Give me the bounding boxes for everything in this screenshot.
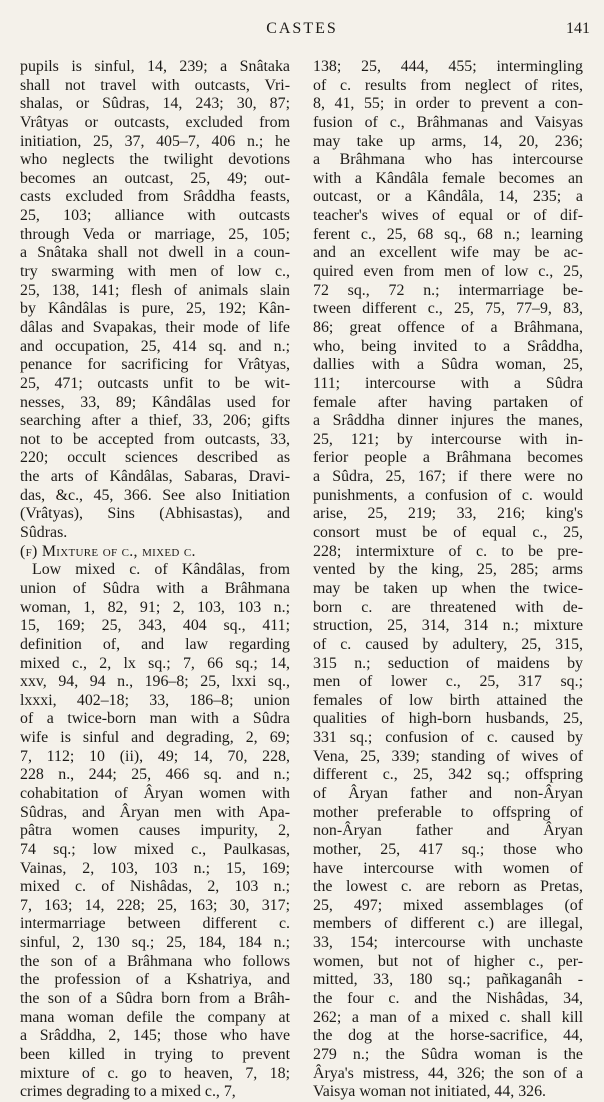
index-line: 279 n.; the Sûdra woman is the (313, 1045, 583, 1063)
index-line: shall not travel with outcasts, Vri- (20, 76, 290, 94)
index-line: 331 sq.; confusion of c. caused by (313, 729, 583, 747)
index-line: a Brâhmana who has intercourse (313, 151, 583, 169)
index-line: a Srâddha dinner injures the manes, (313, 412, 583, 430)
index-line: xxv, 94, 94 n., 196–8; 25, lxxi sq., (20, 673, 290, 691)
index-line: punishments, a confusion of c. would (313, 486, 583, 504)
index-line: outcast, or a Kândâla, 14, 235; a (313, 188, 583, 206)
index-line: 25, 103; alliance with outcasts (20, 207, 290, 225)
index-line: the profession of a Kshatriya, and (20, 971, 290, 989)
index-line: and occupation, 25, 414 sq. and n.; (20, 337, 290, 355)
index-line: shalas, or Sûdras, 14, 243; 30, 87; (20, 95, 290, 113)
index-line: the four c. and the Nishâdas, 34, (313, 990, 583, 1008)
index-line: Sûdras, and Âryan men with Apa- (20, 803, 290, 821)
index-line: 228 n., 244; 25, 466 sq. and n.; (20, 766, 290, 784)
index-line: a Sûdra, 25, 167; if there were no (313, 468, 583, 486)
section-heading: (f) Mixture of c., mixed c. (20, 542, 196, 560)
index-line: 25, 121; by intercourse with in- (313, 430, 583, 448)
index-line: intermarriage between different c. (20, 915, 290, 933)
index-line: 25, 497; mixed assemblages (of (313, 896, 583, 914)
index-line: wife is sinful and degrading, 2, 69; (20, 729, 290, 747)
index-line: vented by the king, 25, 285; arms (313, 561, 583, 579)
index-line: das, &c., 45, 366. See also Initiation (20, 486, 290, 504)
index-line: dallies with a Sûdra woman, 25, (313, 356, 583, 374)
index-line: 262; a man of a mixed c. shall kill (313, 1008, 583, 1026)
page-number: 141 (566, 20, 590, 37)
index-line: casts excluded from Srâddha feasts, (20, 188, 290, 206)
index-line: 220; occult sciences described as (20, 449, 290, 467)
index-line: the arts of Kândâlas, Sabaras, Dravi- (20, 468, 290, 486)
index-line: 315 n.; seduction of maidens by (313, 654, 583, 672)
index-line: quired even from men of low c., 25, (313, 263, 583, 281)
index-line: union of Sûdra with a Brâhmana (20, 579, 290, 597)
index-line: been killed in trying to prevent (20, 1045, 290, 1063)
index-line: 7, 163; 14, 228; 25, 163; 30, 317; (20, 896, 290, 914)
index-line: mixed c. of Nishâdas, 2, 103 n.; (20, 878, 290, 896)
index-line: crimes degrading to a mixed c., 7, (20, 1083, 236, 1101)
index-line: men of lower c., 25, 317 sq.; (313, 673, 583, 691)
index-line: of Âryan father and non-Âryan (313, 784, 583, 802)
index-line: nesses, 33, 89; Kândâlas used for (20, 393, 290, 411)
index-line: 86; great offence of a Brâhmana, (313, 318, 583, 336)
index-line: Vainas, 2, 103, 103 n.; 15, 169; (20, 859, 290, 877)
index-line: the lowest c. are reborn as Pretas, (313, 878, 583, 896)
index-line: qualities of high-born husbands, 25, (313, 710, 583, 728)
index-line: female after having partaken of (313, 393, 583, 411)
index-line: consort must be of equal c., 25, (313, 524, 583, 542)
index-line: struction, 25, 314, 314 n.; mixture (313, 617, 583, 635)
index-line: not to be accepted from outcasts, 33, (20, 430, 290, 448)
index-line: a Srâddha, 2, 145; those who have (20, 1027, 290, 1045)
index-line: may be taken up when the twice- (313, 579, 583, 597)
index-line: who, being invited to a Srâddha, (313, 337, 583, 355)
index-line: teacher's wives of equal or of dif- (313, 207, 583, 225)
index-line: members of different c.) are illegal, (313, 915, 583, 933)
index-line: becomes an outcast, 25, 49; out- (20, 169, 290, 187)
index-line: and an excellent wife may be ac- (313, 244, 583, 262)
index-line: lxxxi, 402–18; 33, 186–8; union (20, 691, 290, 709)
index-line: mother preferable to offspring of (313, 803, 583, 821)
index-line: who neglects the twilight devotions (20, 151, 290, 169)
index-line: 138; 25, 444, 455; intermingling (313, 58, 583, 75)
index-line: ferior people a Brâhmana becomes (313, 449, 583, 467)
index-line: initiation, 25, 37, 405–7, 406 n.; he (20, 132, 290, 150)
running-head (0, 20, 604, 44)
index-line: with a Kândâla female becomes an (313, 169, 583, 187)
index-line: 8, 41, 55; in order to prevent a con- (313, 95, 583, 113)
index-line: (Vrâtyas), Sins (Abhisastas), and (20, 505, 290, 523)
index-line: ferent c., 25, 68 sq., 68 n.; learning (313, 225, 583, 243)
index-line: women, but not of higher c., per- (313, 952, 583, 970)
index-line: of a twice-born man with a Sûdra (20, 710, 290, 728)
index-line: Sûdras. (20, 524, 68, 542)
running-title: CASTES (266, 20, 338, 37)
index-line: the dog at the horse-sacrifice, 44, (313, 1027, 583, 1045)
index-line: fusion of c., Brâhmanas and Vaisyas (313, 113, 583, 131)
index-line: mixture of c. go to heaven, 7, 18; (20, 1064, 290, 1082)
index-line: arise, 25, 219; 33, 216; king's (313, 505, 583, 523)
index-line: 7, 112; 10 (ii), 49; 14, 70, 228, (20, 747, 290, 765)
index-line: pupils is sinful, 14, 239; a Snâtaka (20, 58, 290, 75)
index-line: females of low birth attained the (313, 691, 583, 709)
right-column (313, 58, 583, 1101)
index-line: the son of a Brâhmana who follows (20, 952, 290, 970)
index-line: pâtra women causes impurity, 2, (20, 822, 290, 840)
index-line: definition of, and law regarding (20, 635, 290, 653)
index-line: 72 sq., 72 n.; intermarriage be- (313, 281, 583, 299)
index-line: cohabitation of Âryan women with (20, 784, 290, 802)
index-line: 111; intercourse with a Sûdra (313, 374, 583, 392)
index-line: 33, 154; intercourse with unchaste (313, 934, 583, 952)
index-line: mana woman defile the company at (20, 1008, 290, 1026)
index-line: Low mixed c. of Kândâlas, from (32, 561, 290, 579)
index-line: Vrâtyas or outcasts, excluded from (20, 113, 290, 131)
index-line: have intercourse with women of (313, 859, 583, 877)
index-line: mixed c., 2, lx sq.; 7, 66 sq.; 14, (20, 654, 290, 672)
index-line: 74 sq.; low mixed c., Paulkasas, (20, 840, 290, 858)
index-line: Vaisya woman not initiated, 44, 326. (313, 1083, 547, 1101)
index-line: searching after a thief, 33, 206; gifts (20, 412, 290, 430)
index-line: through Veda or marriage, 25, 105; (20, 225, 290, 243)
index-line: of c. caused by adultery, 25, 315, (313, 635, 583, 653)
index-line: dâlas and Svapakas, their mode of life (20, 318, 290, 336)
index-line: woman, 1, 82, 91; 2, 103, 103 n.; (20, 598, 290, 616)
index-line: mitted, 33, 180 sq.; pañkaganâh - (313, 971, 583, 989)
index-line: try swarming with men of low c., (20, 263, 290, 281)
index-line: mother, 25, 417 sq.; those who (313, 840, 583, 858)
index-line: sinful, 2, 130 sq.; 25, 184, 184 n.; (20, 934, 290, 952)
index-line: tween different c., 25, 75, 77–9, 83, (313, 300, 583, 318)
index-line: 228; intermixture of c. to be pre- (313, 542, 583, 560)
index-line: may take up arms, 14, 20, 236; (313, 132, 583, 150)
index-line: non-Âryan father and Âryan (313, 822, 583, 840)
index-line: different c., 25, 342 sq.; offspring (313, 766, 583, 784)
index-line: 25, 471; outcasts unfit to be wit- (20, 374, 290, 392)
index-line: 15, 169; 25, 343, 404 sq., 411; (20, 617, 290, 635)
index-line: of c. results from neglect of rites, (313, 76, 583, 94)
index-line: by Kândâlas is pure, 25, 192; Kân- (20, 300, 290, 318)
index-line: Ârya's mistress, 44, 326; the son of a (313, 1064, 583, 1082)
index-line: penance for sacrificing for Vrâtyas, (20, 356, 290, 374)
index-line: 25, 138, 141; flesh of animals slain (20, 281, 290, 299)
index-line: the son of a Sûdra born from a Brâh- (20, 990, 290, 1008)
index-line: a Snâtaka shall not dwell in a coun- (20, 244, 290, 262)
left-column (20, 58, 290, 1101)
index-line: Vena, 25, 339; standing of wives of (313, 747, 583, 765)
index-line: born c. are threatened with de- (313, 598, 583, 616)
